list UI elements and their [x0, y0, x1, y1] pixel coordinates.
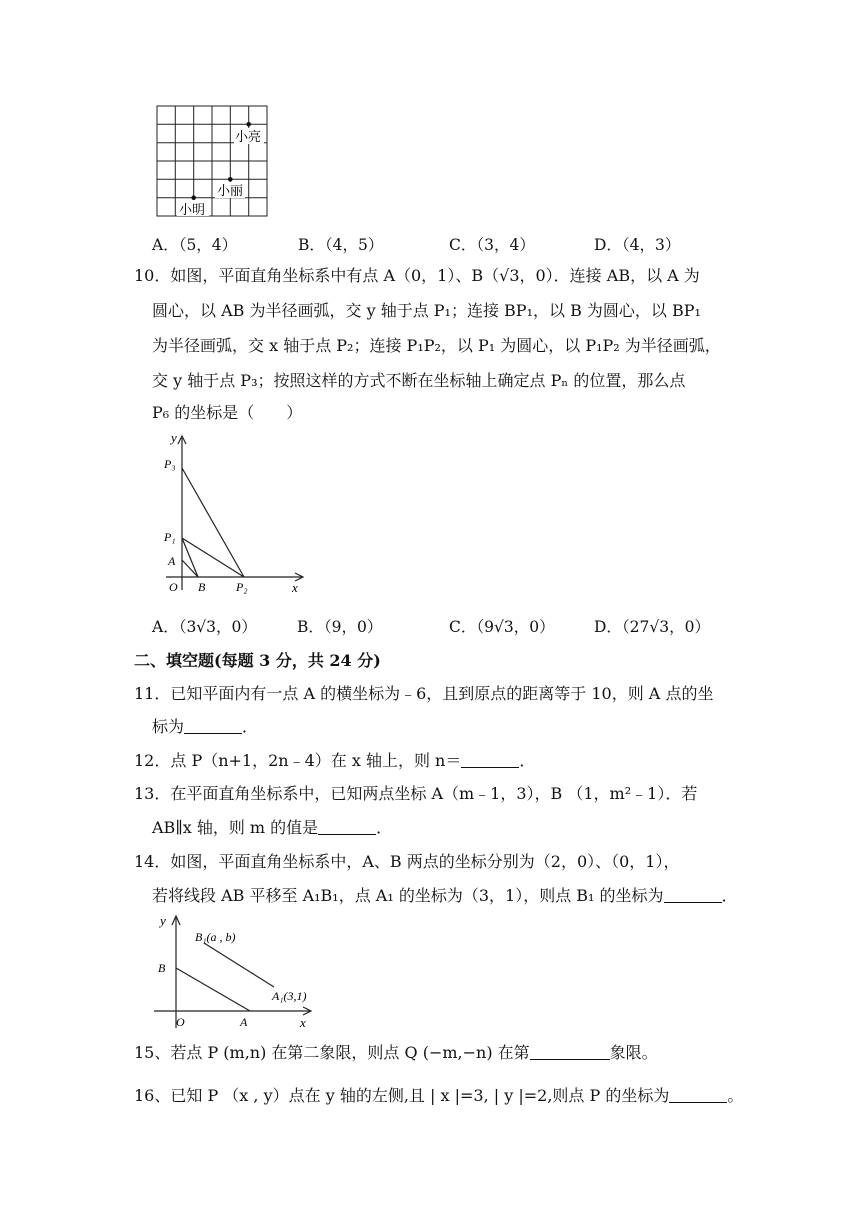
q14-line-1: 14．如图，平面直角坐标系中，A、B 两点的坐标分别为（2，0）、（0，1）， — [134, 852, 680, 871]
q10-label-p1: P₁ — [164, 530, 176, 544]
q10-label-o: O — [169, 580, 178, 594]
q13-line-1: 13．在平面直角坐标系中，已知两点坐标 A（m﹣1，3），B （1，m²﹣1）．若 — [134, 784, 698, 803]
q14-figure — [148, 910, 323, 1032]
q11-line-2 — [152, 717, 258, 737]
q10-label-y: y — [171, 430, 177, 445]
q14-label-y: y — [160, 913, 166, 928]
q14-label-b1: B₁(a , b) — [195, 930, 236, 944]
q16-text: 16、已知 P （x , y）点在 y 轴的左侧,且 | x |=3, | y |=2,则点 P 的坐标为 — [134, 1086, 670, 1105]
q10-label-p3: P₃ — [164, 457, 176, 471]
q14-label-o: O — [176, 1015, 185, 1029]
q11-line-1: 11．已知平面内有一点 A 的横坐标为﹣6，且到原点的距离等于 10，则 A 点的坐 — [134, 684, 714, 703]
q14-answer-blank[interactable] — [664, 886, 722, 903]
q10-label-a: A — [168, 554, 176, 568]
q10-line-1: 10．如图，平面直角坐标系中有点 A（0，1）、B（√3，0）．连接 AB，以 A 为 — [134, 266, 700, 285]
q14-line-2 — [152, 886, 738, 906]
q10-figure — [160, 430, 310, 598]
q10-line-2: 圆心，以 AB 为半径画弧，交 y 轴于点 P₁；连接 BP₁，以 B 为圆心，以 BP₁ — [152, 301, 701, 320]
q10-label-p2: P₂ — [236, 580, 248, 594]
q11-end: ． — [242, 717, 259, 736]
q10-line-4: 交 y 轴于点 P₃；按照这样的方式不断在坐标轴上确定点 Pₙ 的位置，那么点 — [152, 371, 686, 390]
q10-label-x: x — [292, 580, 298, 595]
label-xiaoli: 小丽 — [217, 184, 244, 199]
q16-answer-blank[interactable] — [669, 1086, 727, 1103]
q12-text: 12．点 P（n+1，2n﹣4）在 x 轴上，则 n＝ — [134, 751, 462, 770]
q9-option-a: A．（5，4） — [152, 236, 238, 254]
q10-line-5: P₆ 的坐标是（ ） — [152, 403, 303, 422]
q9-grid-figure — [150, 100, 275, 222]
q14-label-a1: A₁(3,1) — [272, 989, 307, 1003]
q15-line — [134, 1043, 658, 1063]
q13-end: ． — [376, 818, 393, 837]
q12-end: ． — [519, 751, 536, 770]
q14-end: ． — [721, 886, 738, 905]
q14-label-b: B — [158, 961, 166, 975]
q11-answer-blank[interactable] — [184, 717, 242, 734]
q14-label-x: x — [300, 1015, 306, 1030]
q14-text: 若将线段 AB 平移至 A₁B₁，点 A₁ 的坐标为（3，1），则点 B₁ 的坐标为 — [152, 886, 664, 905]
q12-line — [134, 751, 535, 771]
q9-option-d: D．（4，3） — [594, 236, 681, 254]
q13-text: AB∥x 轴，则 m 的值是 — [152, 818, 319, 837]
q10-line-3: 为半径画弧，交 x 轴于点 P₂；连接 P₁P₂，以 P₁ 为圆心，以 P₁P₂ 为半径画弧， — [152, 336, 721, 355]
q15-text: 15、若点 P (m,n) 在第二象限，则点 Q (−m,−n) 在第 — [134, 1043, 530, 1062]
q10-option-b: B．（9，0） — [297, 618, 383, 636]
q9-option-b: B．（4，5） — [298, 236, 384, 254]
q12-answer-blank[interactable] — [461, 751, 519, 768]
q15-answer-blank[interactable] — [530, 1043, 610, 1060]
q13-line-2 — [152, 818, 392, 838]
q11-text: 标为 — [152, 717, 185, 736]
label-xiaoliang: 小亮 — [235, 130, 262, 145]
q10-label-b: B — [198, 580, 206, 594]
q15-end: 象限。 — [609, 1043, 658, 1062]
q10-option-d: D．（27√3，0） — [594, 618, 711, 636]
label-xiaoming: 小明 — [179, 203, 206, 218]
q16-line — [134, 1086, 743, 1106]
q13-answer-blank[interactable] — [318, 818, 376, 835]
q10-option-c: C．（9√3，0） — [449, 618, 555, 636]
q16-end: 。 — [727, 1086, 744, 1105]
section-2-heading: 二、填空题(每题 3 分，共 24 分) — [134, 651, 381, 670]
q10-option-a: A．（3√3，0） — [152, 618, 257, 636]
q14-label-a: A — [240, 1015, 248, 1029]
q9-option-c: C．（3，4） — [449, 236, 535, 254]
